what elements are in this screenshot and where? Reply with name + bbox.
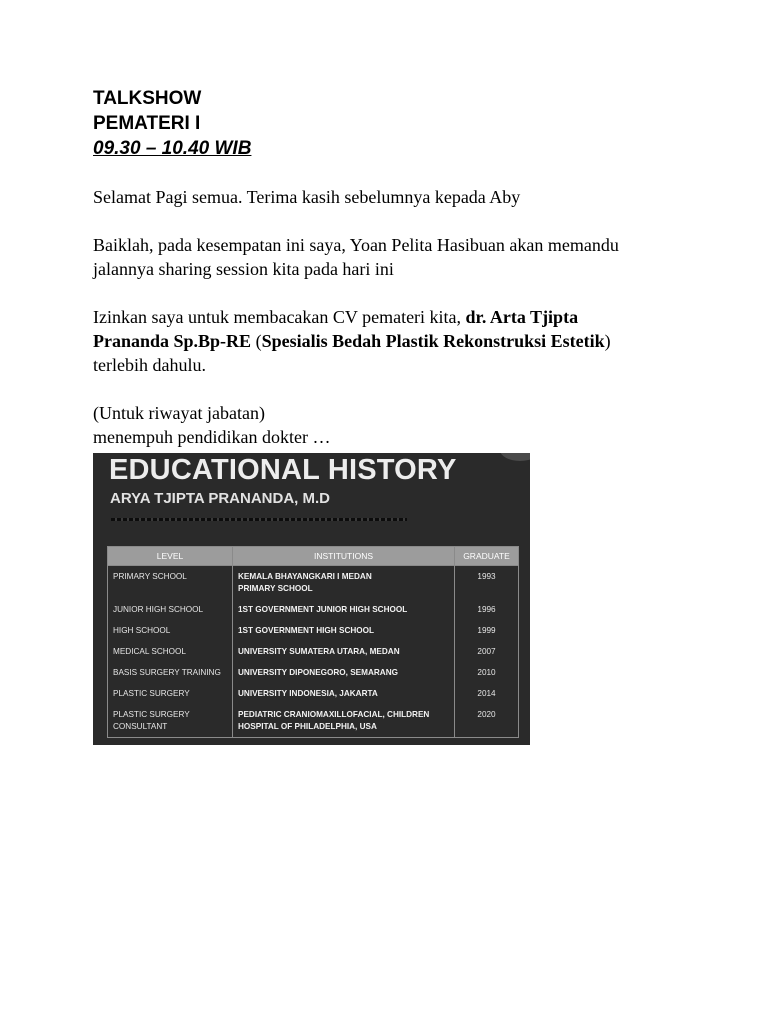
moderator-line-1: Baiklah, pada kesempatan ini saya, Yoan Pelita Hasibuan akan memandu [93,235,619,255]
speaker-specialty: Spesialis Bedah Plastik Rekonstruksi Estetik [261,331,605,351]
institution-cell [233,704,455,738]
level-cell: PLASTIC SURGERY [108,683,233,704]
document-page [93,86,693,449]
level-cell [108,704,233,738]
decorative-gloss [500,453,530,461]
institution-line-1: KEMALA BHAYANGKARI I MEDAN [238,572,372,581]
education-person-name: ARYA TJIPTA PRANANDA, M.D [110,490,331,507]
institution-cell: UNIVERSITY SUMATERA UTARA, MEDAN [233,641,455,662]
graduate-year-cell: 1996 [455,599,519,620]
heading-time: 09.30 – 10.40 WIB [93,138,252,159]
moderator-line-2: jalannya sharing session kita pada hari ini [93,259,394,279]
table-row [108,599,519,620]
graduate-year-cell: 2010 [455,662,519,683]
institution-line-2: PRIMARY SCHOOL [238,584,313,593]
educational-history-image [93,453,530,745]
education-table [107,546,519,738]
heading-speaker: PEMATERI I [93,113,201,134]
cv-intro-paragraph [93,305,693,377]
level-cell: JUNIOR HIGH SCHOOL [108,599,233,620]
level-cell: HIGH SCHOOL [108,620,233,641]
level-line-1: PLASTIC SURGERY [113,710,190,719]
graduate-year-cell: 2014 [455,683,519,704]
speaker-name-part1: dr. Arta Tjipta [465,307,579,327]
institution-cell: UNIVERSITY DIPONEGORO, SEMARANG [233,662,455,683]
graduate-year-cell: 2007 [455,641,519,662]
table-row [108,641,519,662]
cv-intro-text: Izinkan saya untuk membacakan CV pemateri kita, [93,307,466,327]
moderator-paragraph [93,233,693,281]
table-row [108,704,519,738]
education-title: EDUCATIONAL HISTORY [109,454,457,486]
table-row [108,683,519,704]
institution-cell: 1ST GOVERNMENT JUNIOR HIGH SCHOOL [233,599,455,620]
paren-open: ( [251,331,262,351]
table-row [108,566,519,600]
institution-cell: UNIVERSITY INDONESIA, JAKARTA [233,683,455,704]
institution-line-1: PEDIATRIC CRANIOMAXILLOFACIAL, CHILDREN [238,710,430,719]
column-header-institutions: INSTITUTIONS [233,547,455,566]
institution-cell: 1ST GOVERNMENT HIGH SCHOOL [233,620,455,641]
speaker-name-part2: Prananda Sp.Bp-RE [93,331,252,351]
table-row [108,662,519,683]
graduate-year-cell: 1993 [455,566,519,600]
table-header-row [108,547,519,566]
position-note: (Untuk riwayat jabatan) [93,403,265,423]
column-header-graduate: GRADUATE [455,547,519,566]
level-cell: PRIMARY SCHOOL [108,566,233,600]
heading-talkshow: TALKSHOW [93,88,202,109]
column-header-level: LEVEL [108,547,233,566]
education-intro-paragraph [93,401,693,449]
cv-intro-line-3: terlebih dahulu. [93,355,206,375]
table-row [108,620,519,641]
decorative-underline [111,518,407,521]
institution-line-2: HOSPITAL OF PHILADELPHIA, USA [238,722,377,731]
level-cell: BASIS SURGERY TRAINING [108,662,233,683]
graduate-year-cell: 1999 [455,620,519,641]
paren-close: ) [604,331,611,351]
education-note: menempuh pendidikan dokter … [93,427,331,447]
graduate-year-cell: 2020 [455,704,519,738]
level-line-2: CONSULTANT [113,722,168,731]
level-cell: MEDICAL SCHOOL [108,641,233,662]
greeting-paragraph: Selamat Pagi semua. Terima kasih sebelumnya kepada Aby [93,187,521,207]
institution-cell [233,566,455,600]
